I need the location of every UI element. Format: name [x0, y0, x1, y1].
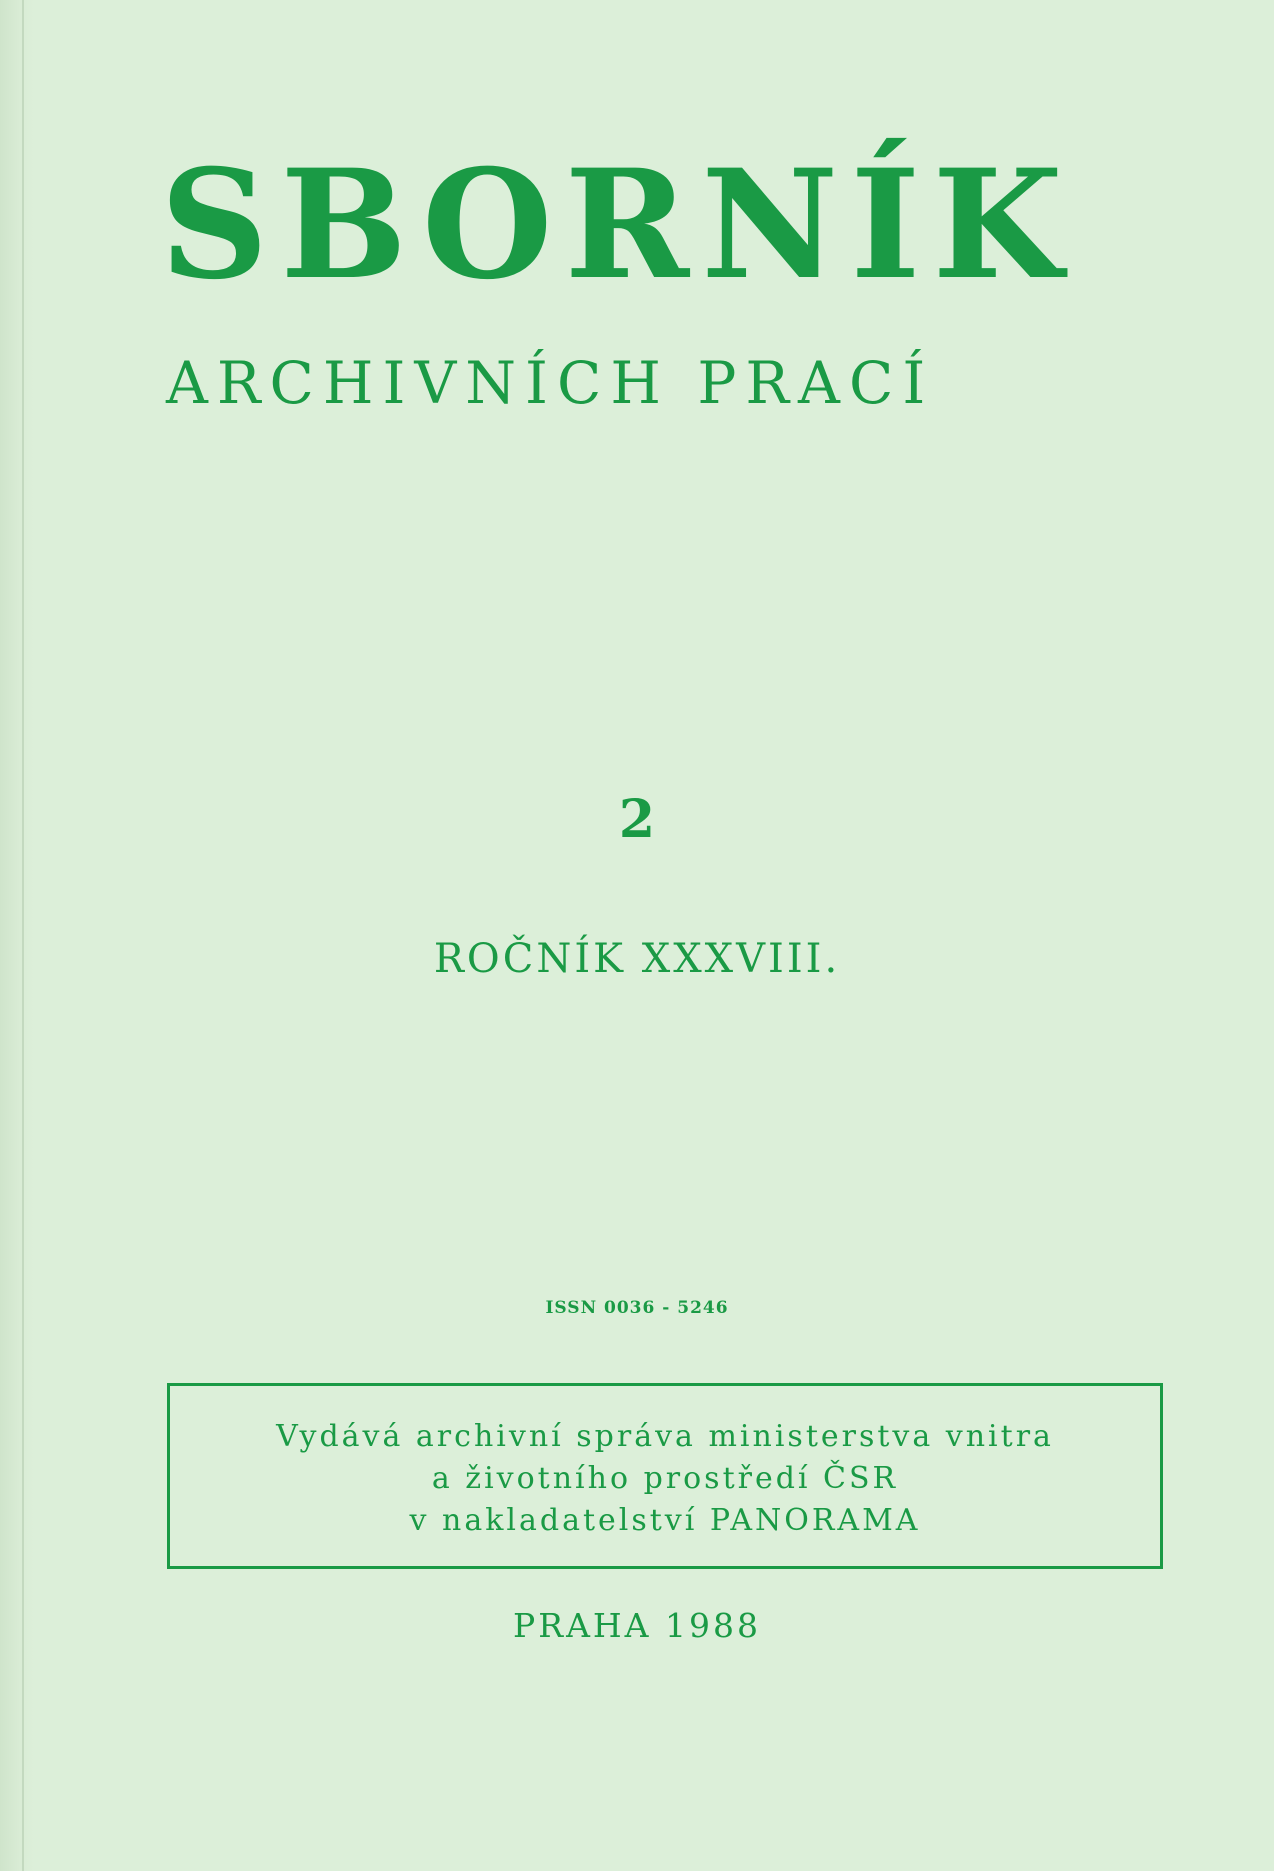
cover-title: SBORNÍK: [160, 137, 1075, 313]
issue-number: 2: [618, 789, 656, 850]
issn-number: ISSN 0036 - 5246: [545, 1298, 729, 1318]
city-year: PRAHA 1988: [513, 1606, 761, 1645]
cover-subtitle: ARCHIVNÍCH PRACÍ: [166, 349, 935, 417]
publisher-line-1: Vydává archivní správa ministerstva vnitra: [276, 1419, 1054, 1454]
publisher-line-2: a životního prostředí ČSR: [431, 1461, 899, 1496]
publisher-line-3: v nakladatelství PANORAMA: [409, 1503, 921, 1538]
volume-label: ROČNÍK XXXVIII.: [433, 936, 841, 982]
publisher-box: [167, 1383, 1163, 1569]
